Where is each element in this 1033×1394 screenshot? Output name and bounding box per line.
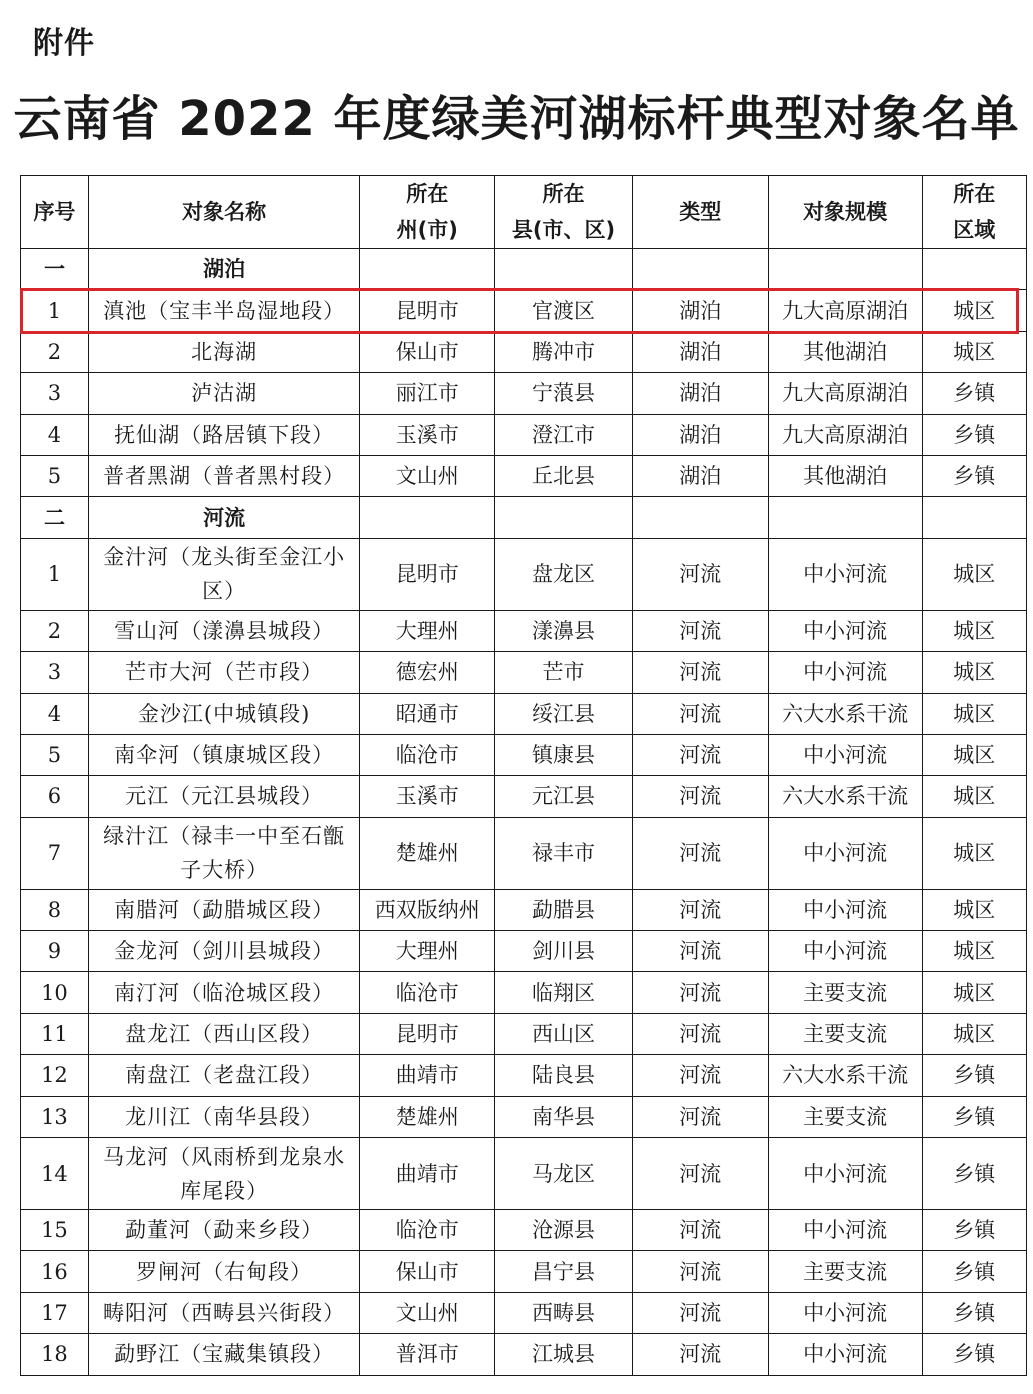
cell-scale: 中小河流 — [768, 610, 922, 651]
table-row — [21, 373, 1027, 414]
cell-area: 城区 — [922, 776, 1026, 817]
cell-scale: 中小河流 — [768, 817, 922, 889]
table-row — [21, 931, 1027, 972]
empty-cell — [360, 249, 495, 290]
header-city-line1: 所在 — [406, 182, 449, 206]
cell-type: 河流 — [632, 889, 768, 930]
cell-area: 乡镇 — [922, 1334, 1026, 1375]
cell-no: 1 — [21, 538, 89, 610]
cell-county: 腾冲市 — [495, 331, 633, 372]
cell-scale: 中小河流 — [768, 1292, 922, 1333]
empty-cell — [360, 497, 495, 538]
cell-area: 城区 — [922, 331, 1026, 372]
empty-cell — [632, 497, 768, 538]
cell-name: 龙川江（南华县段） — [88, 1096, 360, 1137]
cell-name: 南汀河（临沧城区段） — [88, 972, 360, 1013]
cell-city: 临沧市 — [360, 734, 495, 775]
cell-no: 1 — [21, 290, 89, 331]
empty-cell — [495, 497, 633, 538]
cell-type: 湖泊 — [632, 290, 768, 331]
cell-scale: 其他湖泊 — [768, 331, 922, 372]
cell-scale: 中小河流 — [768, 1210, 922, 1251]
cell-city: 丽江市 — [360, 373, 495, 414]
cell-county: 绥江县 — [495, 693, 633, 734]
cell-type: 河流 — [632, 610, 768, 651]
cell-type: 河流 — [632, 1096, 768, 1137]
header-area-line2: 区域 — [953, 218, 996, 242]
empty-cell — [768, 497, 922, 538]
cell-city: 曲靖市 — [360, 1138, 495, 1210]
cell-scale: 六大水系干流 — [768, 776, 922, 817]
cell-no: 10 — [21, 972, 89, 1013]
cell-type: 河流 — [632, 972, 768, 1013]
cell-no: 7 — [21, 817, 89, 889]
cell-name: 金沙江(中城镇段) — [88, 693, 360, 734]
cell-county: 澄江市 — [495, 414, 633, 455]
cell-city: 西双版纳州 — [360, 889, 495, 930]
cell-scale: 九大高原湖泊 — [768, 290, 922, 331]
header-name: 对象名称 — [88, 176, 360, 249]
cell-county: 西畴县 — [495, 1292, 633, 1333]
cell-no: 3 — [21, 373, 89, 414]
cell-scale: 其他湖泊 — [768, 455, 922, 496]
cell-scale: 中小河流 — [768, 652, 922, 693]
cell-city: 楚雄州 — [360, 1096, 495, 1137]
cell-area: 乡镇 — [922, 1251, 1026, 1292]
cell-name: 畴阳河（西畴县兴街段） — [88, 1292, 360, 1333]
cell-type: 河流 — [632, 1138, 768, 1210]
cell-city: 曲靖市 — [360, 1055, 495, 1096]
cell-type: 河流 — [632, 1210, 768, 1251]
cell-scale: 中小河流 — [768, 1138, 922, 1210]
table-row — [21, 652, 1027, 693]
cell-no: 14 — [21, 1138, 89, 1210]
cell-area: 乡镇 — [922, 1055, 1026, 1096]
cell-city: 玉溪市 — [360, 776, 495, 817]
page-title: 云南省 2022 年度绿美河湖标杆典型对象名单 — [13, 91, 1020, 147]
cell-area: 城区 — [922, 889, 1026, 930]
header-county-line2: 县(市、区) — [511, 218, 616, 242]
cell-no: 12 — [21, 1055, 89, 1096]
cell-area: 乡镇 — [922, 1210, 1026, 1251]
cell-county: 盘龙区 — [495, 538, 633, 610]
cell-scale: 主要支流 — [768, 1251, 922, 1292]
cell-area: 乡镇 — [922, 414, 1026, 455]
table-row — [21, 1096, 1027, 1137]
header-scale: 对象规模 — [768, 176, 922, 249]
cell-type: 河流 — [632, 734, 768, 775]
cell-county: 剑川县 — [495, 931, 633, 972]
cell-no: 5 — [21, 455, 89, 496]
cell-county: 宁蒗县 — [495, 373, 633, 414]
cell-area: 城区 — [922, 290, 1026, 331]
table-row — [21, 331, 1027, 372]
cell-area: 城区 — [922, 1013, 1026, 1054]
table-row — [21, 889, 1027, 930]
cell-city: 昆明市 — [360, 538, 495, 610]
table-row — [21, 972, 1027, 1013]
cell-county: 官渡区 — [495, 290, 633, 331]
table-row — [21, 1210, 1027, 1251]
cell-name: 北海湖 — [88, 331, 360, 372]
header-area — [922, 176, 1026, 249]
cell-scale: 六大水系干流 — [768, 693, 922, 734]
cell-name: 南伞河（镇康城区段） — [88, 734, 360, 775]
cell-scale: 中小河流 — [768, 734, 922, 775]
cell-no: 15 — [21, 1210, 89, 1251]
header-city — [360, 176, 495, 249]
header-city-line2: 州(市) — [396, 218, 458, 242]
cell-no: 11 — [21, 1013, 89, 1054]
cell-no: 4 — [21, 693, 89, 734]
table-row — [21, 693, 1027, 734]
table-body — [21, 249, 1027, 1376]
cell-city: 临沧市 — [360, 972, 495, 1013]
cell-no: 9 — [21, 931, 89, 972]
cell-type: 湖泊 — [632, 331, 768, 372]
cell-type: 河流 — [632, 1251, 768, 1292]
table-header-row — [21, 176, 1027, 249]
cell-name: 绿汁江（禄丰一中至石甑子大桥） — [88, 817, 360, 889]
cell-type: 河流 — [632, 931, 768, 972]
cell-type: 河流 — [632, 817, 768, 889]
cell-scale: 中小河流 — [768, 931, 922, 972]
cell-name: 勐野江（宝藏集镇段） — [88, 1334, 360, 1375]
section-row — [21, 249, 1027, 290]
table-row — [21, 1251, 1027, 1292]
cell-no: 2 — [21, 610, 89, 651]
cell-type: 河流 — [632, 1292, 768, 1333]
table-row — [21, 1334, 1027, 1375]
cell-area: 乡镇 — [922, 1292, 1026, 1333]
table-row — [21, 1055, 1027, 1096]
cell-area: 城区 — [922, 652, 1026, 693]
cell-county: 丘北县 — [495, 455, 633, 496]
cell-name: 盘龙江（西山区段） — [88, 1013, 360, 1054]
cell-county: 元江县 — [495, 776, 633, 817]
cell-type: 河流 — [632, 1055, 768, 1096]
empty-cell — [768, 249, 922, 290]
cell-no: 4 — [21, 414, 89, 455]
cell-type: 河流 — [632, 776, 768, 817]
cell-city: 大理州 — [360, 931, 495, 972]
cell-name: 抚仙湖（路居镇下段） — [88, 414, 360, 455]
header-county — [495, 176, 633, 249]
cell-county: 临翔区 — [495, 972, 633, 1013]
cell-city: 保山市 — [360, 1251, 495, 1292]
table-row — [21, 1013, 1027, 1054]
cell-type: 河流 — [632, 1013, 768, 1054]
cell-scale: 主要支流 — [768, 1096, 922, 1137]
cell-area: 城区 — [922, 693, 1026, 734]
section-numeral: 二 — [21, 497, 89, 538]
cell-county: 镇康县 — [495, 734, 633, 775]
cell-county: 西山区 — [495, 1013, 633, 1054]
cell-name: 雪山河（漾濞县城段） — [88, 610, 360, 651]
cell-no: 8 — [21, 889, 89, 930]
cell-type: 河流 — [632, 1334, 768, 1375]
cell-no: 16 — [21, 1251, 89, 1292]
cell-area: 城区 — [922, 931, 1026, 972]
cell-city: 文山州 — [360, 455, 495, 496]
cell-no: 13 — [21, 1096, 89, 1137]
table-row — [21, 1138, 1027, 1210]
object-list-table — [20, 175, 1027, 1376]
table-row — [21, 414, 1027, 455]
cell-name: 芒市大河（芒市段） — [88, 652, 360, 693]
cell-no: 17 — [21, 1292, 89, 1333]
cell-name: 罗闸河（右甸段） — [88, 1251, 360, 1292]
cell-type: 湖泊 — [632, 373, 768, 414]
table-row — [21, 1292, 1027, 1333]
cell-no: 3 — [21, 652, 89, 693]
header-county-line1: 所在 — [542, 182, 585, 206]
cell-scale: 九大高原湖泊 — [768, 414, 922, 455]
cell-no: 18 — [21, 1334, 89, 1375]
cell-scale: 六大水系干流 — [768, 1055, 922, 1096]
cell-city: 玉溪市 — [360, 414, 495, 455]
cell-area: 乡镇 — [922, 373, 1026, 414]
table-row — [21, 734, 1027, 775]
cell-area: 城区 — [922, 538, 1026, 610]
empty-cell — [922, 249, 1026, 290]
cell-area: 乡镇 — [922, 1138, 1026, 1210]
cell-city: 昆明市 — [360, 1013, 495, 1054]
empty-cell — [495, 249, 633, 290]
cell-county: 芒市 — [495, 652, 633, 693]
cell-county: 漾濞县 — [495, 610, 633, 651]
cell-city: 德宏州 — [360, 652, 495, 693]
cell-name: 滇池（宝丰半岛湿地段） — [88, 290, 360, 331]
table-row — [21, 538, 1027, 610]
cell-type: 湖泊 — [632, 455, 768, 496]
cell-name: 勐董河（勐来乡段） — [88, 1210, 360, 1251]
attachment-label: 附件 — [33, 26, 95, 61]
cell-area: 城区 — [922, 972, 1026, 1013]
cell-county: 南华县 — [495, 1096, 633, 1137]
table-row — [21, 610, 1027, 651]
table-row — [21, 455, 1027, 496]
table-row — [21, 817, 1027, 889]
cell-type: 河流 — [632, 538, 768, 610]
cell-type: 河流 — [632, 652, 768, 693]
cell-county: 江城县 — [495, 1334, 633, 1375]
cell-name: 普者黑湖（普者黑村段） — [88, 455, 360, 496]
cell-type: 河流 — [632, 693, 768, 734]
empty-cell — [922, 497, 1026, 538]
cell-county: 昌宁县 — [495, 1251, 633, 1292]
cell-county: 禄丰市 — [495, 817, 633, 889]
table-row — [21, 776, 1027, 817]
cell-scale: 中小河流 — [768, 889, 922, 930]
section-row — [21, 497, 1027, 538]
header-index: 序号 — [21, 176, 89, 249]
cell-area: 乡镇 — [922, 455, 1026, 496]
cell-area: 城区 — [922, 610, 1026, 651]
cell-type: 湖泊 — [632, 414, 768, 455]
cell-city: 文山州 — [360, 1292, 495, 1333]
cell-scale: 中小河流 — [768, 1334, 922, 1375]
cell-no: 6 — [21, 776, 89, 817]
cell-area: 乡镇 — [922, 1096, 1026, 1137]
cell-name: 金龙河（剑川县城段） — [88, 931, 360, 972]
cell-name: 金汁河（龙头街至金江小区） — [88, 538, 360, 610]
cell-city: 昆明市 — [360, 290, 495, 331]
empty-cell — [632, 249, 768, 290]
cell-scale: 主要支流 — [768, 1013, 922, 1054]
cell-county: 马龙区 — [495, 1138, 633, 1210]
cell-county: 沧源县 — [495, 1210, 633, 1251]
cell-no: 5 — [21, 734, 89, 775]
cell-name: 元江（元江县城段） — [88, 776, 360, 817]
section-numeral: 一 — [21, 249, 89, 290]
cell-city: 昭通市 — [360, 693, 495, 734]
cell-scale: 主要支流 — [768, 972, 922, 1013]
section-label: 河流 — [88, 497, 360, 538]
cell-name: 南腊河（勐腊城区段） — [88, 889, 360, 930]
cell-area: 城区 — [922, 734, 1026, 775]
cell-county: 勐腊县 — [495, 889, 633, 930]
cell-city: 保山市 — [360, 331, 495, 372]
cell-city: 普洱市 — [360, 1334, 495, 1375]
cell-area: 城区 — [922, 817, 1026, 889]
cell-name: 南盘江（老盘江段） — [88, 1055, 360, 1096]
cell-scale: 九大高原湖泊 — [768, 373, 922, 414]
cell-scale: 中小河流 — [768, 538, 922, 610]
header-area-line1: 所在 — [953, 182, 996, 206]
cell-city: 大理州 — [360, 610, 495, 651]
cell-name: 泸沽湖 — [88, 373, 360, 414]
cell-no: 2 — [21, 331, 89, 372]
cell-city: 临沧市 — [360, 1210, 495, 1251]
section-label: 湖泊 — [88, 249, 360, 290]
table-row — [21, 290, 1027, 331]
cell-county: 陆良县 — [495, 1055, 633, 1096]
header-type: 类型 — [632, 176, 768, 249]
cell-name: 马龙河（风雨桥到龙泉水库尾段） — [88, 1138, 360, 1210]
cell-city: 楚雄州 — [360, 817, 495, 889]
